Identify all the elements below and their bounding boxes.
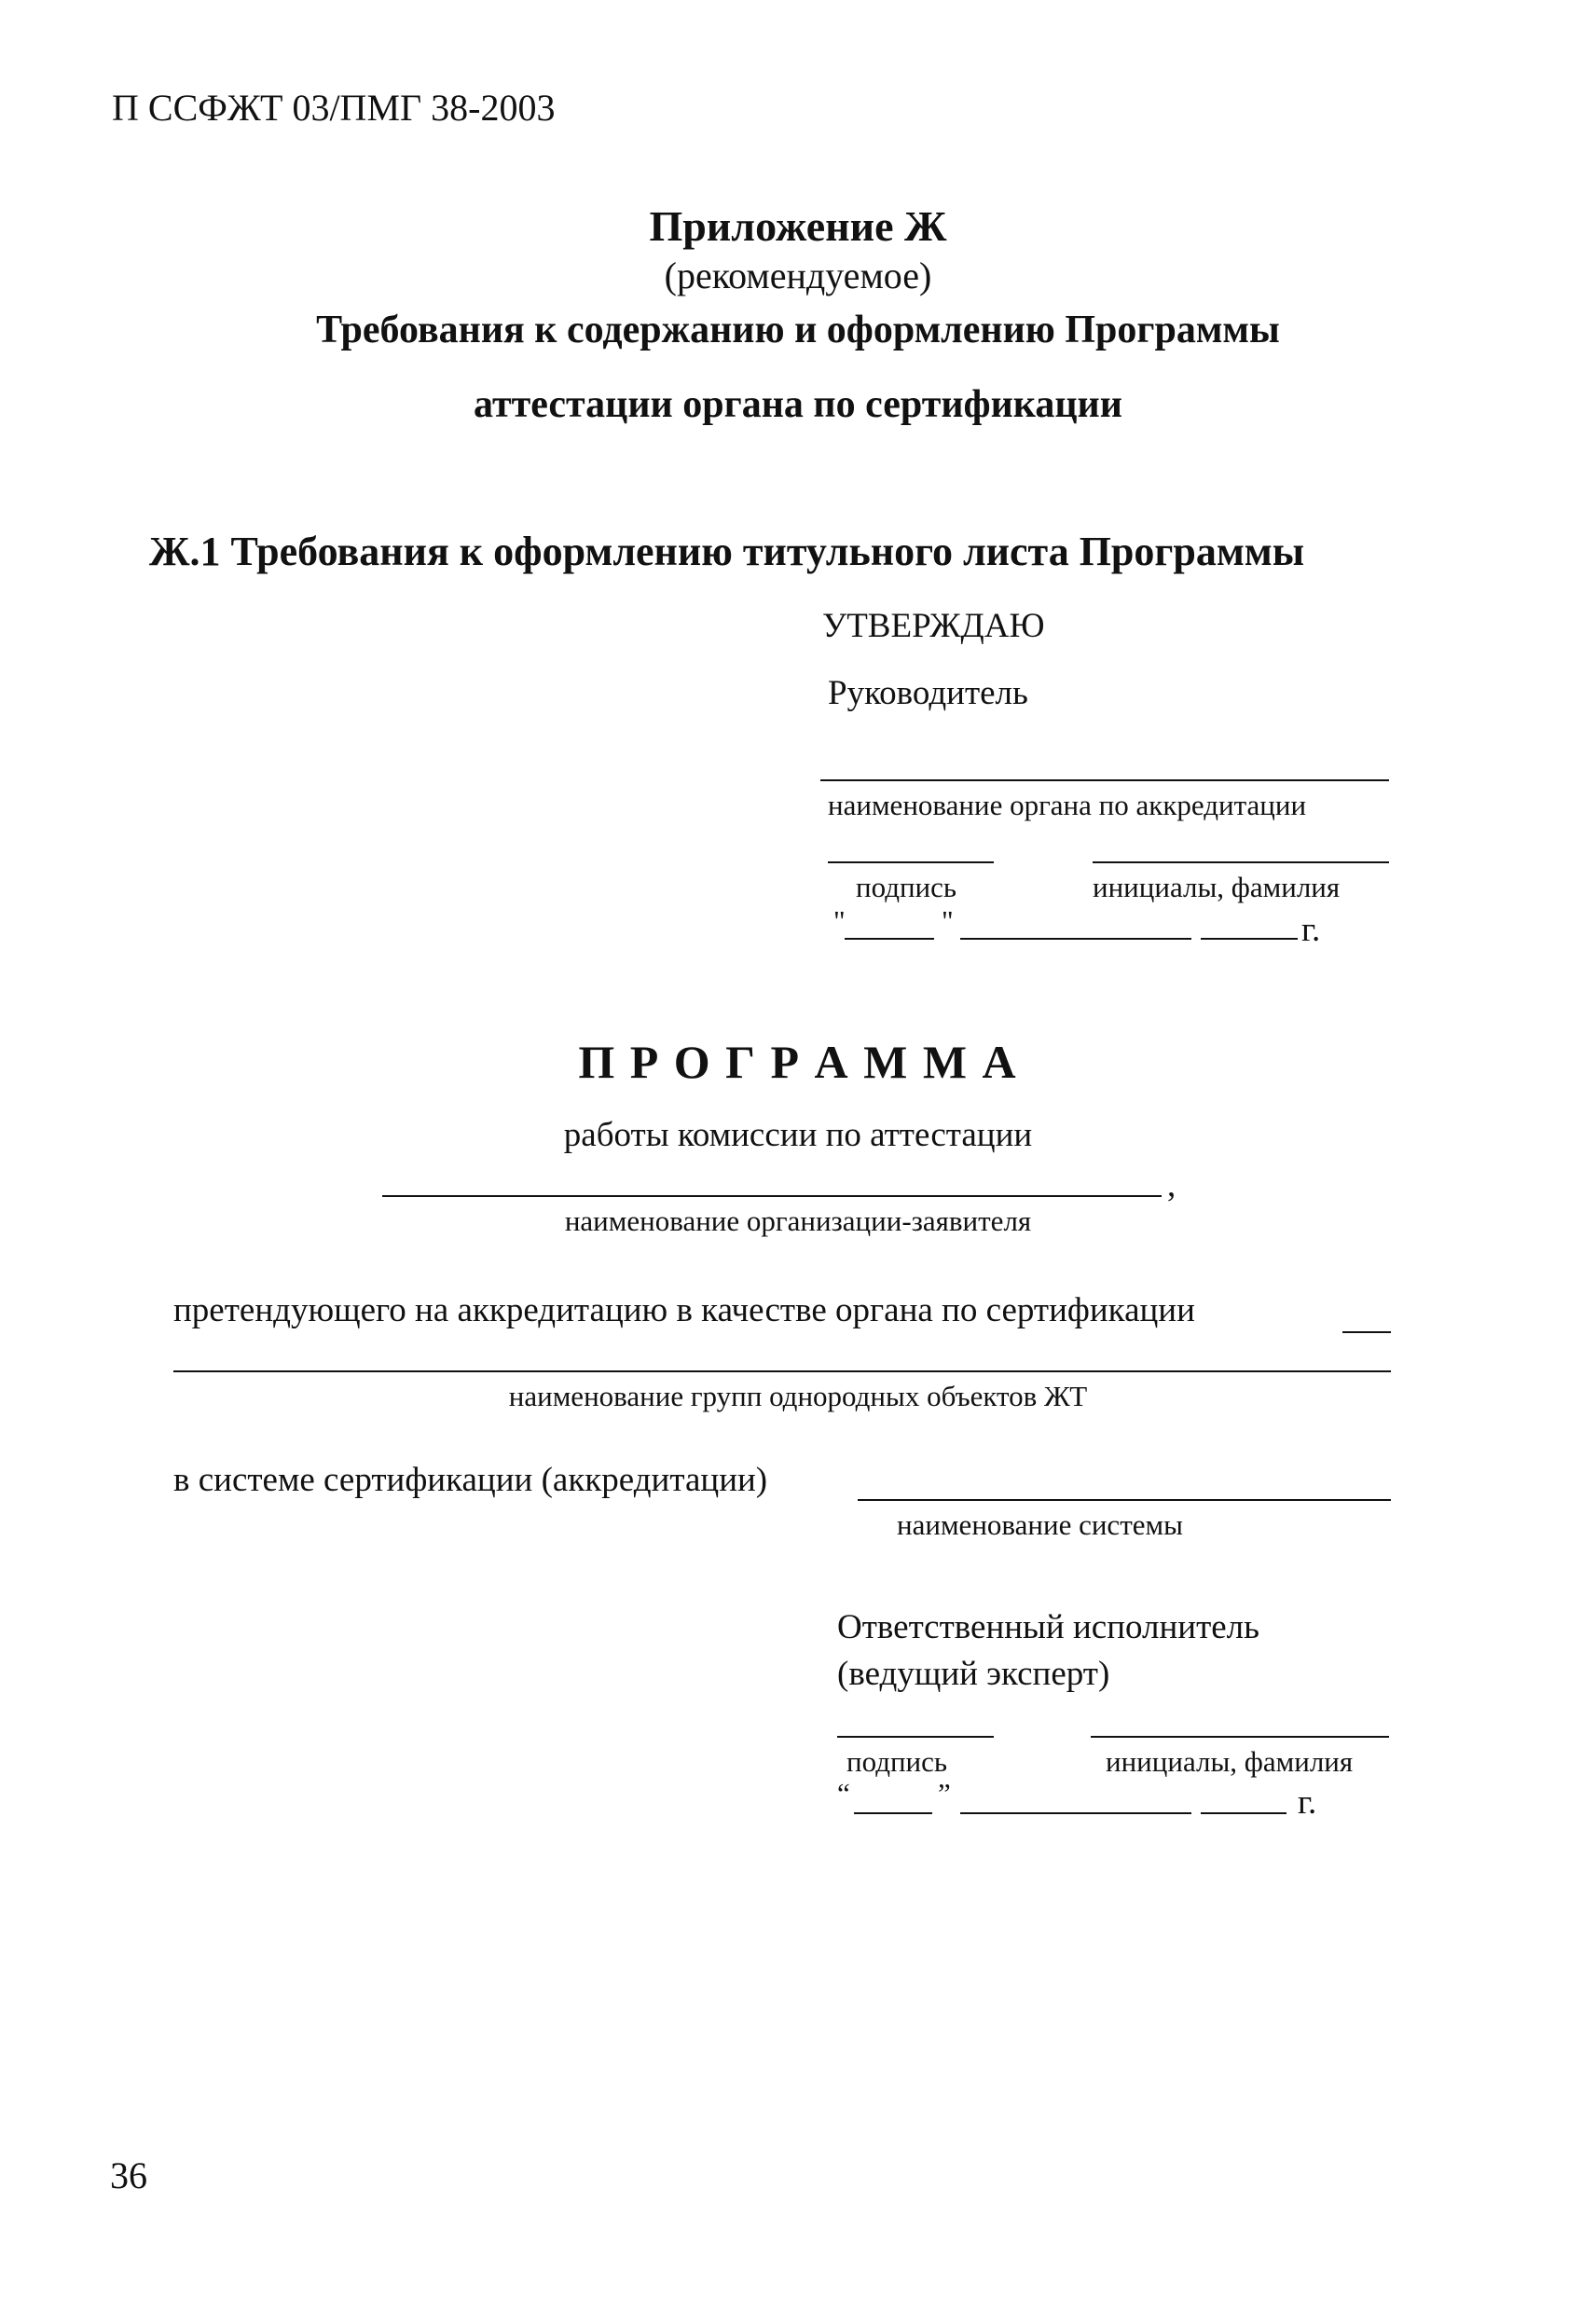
program-comma: ,	[1167, 1166, 1176, 1204]
program-system-text: в системе сертификации (аккредитации)	[173, 1461, 768, 1499]
program-org-line	[382, 1195, 1162, 1197]
executor-signature-line	[837, 1736, 994, 1738]
section-heading: Ж.1 Требования к оформлению титульного листа Программы	[149, 529, 1305, 574]
executor-title-line1: Ответственный исполнитель	[837, 1608, 1259, 1646]
executor-signature-caption: подпись	[846, 1745, 948, 1778]
approval-month-line	[960, 938, 1191, 940]
page-number: 36	[110, 2154, 147, 2196]
approval-initials-line	[1093, 861, 1389, 863]
executor-year-line	[1201, 1812, 1286, 1814]
program-line1: работы комиссии по аттестации	[563, 1116, 1033, 1154]
executor-initials-line	[1091, 1736, 1389, 1738]
program-groups-caption: наименование групп однородных объектов ЖТ	[508, 1380, 1088, 1412]
program-system-line	[858, 1499, 1391, 1501]
document-code: П ССФЖТ 03/ПМГ 38-2003	[112, 87, 556, 129]
executor-initials-caption: инициалы, фамилия	[1106, 1745, 1354, 1778]
approval-quote-close: "	[942, 904, 954, 937]
executor-quote-close: ”	[938, 1777, 951, 1810]
approval-day-line	[845, 938, 934, 940]
approval-signature-caption: подпись	[856, 871, 957, 903]
appendix-title: Приложение Ж	[649, 202, 947, 250]
program-system-caption: наименование системы	[897, 1508, 1183, 1541]
appendix-status: (рекомендуемое)	[664, 255, 932, 296]
appendix-subtitle-line1: Требования к содержанию и оформлению Программы	[316, 309, 1280, 351]
approval-role-label: Руководитель	[828, 674, 1028, 712]
executor-quote-open: “	[837, 1777, 850, 1810]
approval-signature-line	[828, 861, 994, 863]
approval-initials-caption: инициалы, фамилия	[1093, 871, 1341, 903]
executor-month-line	[960, 1812, 1191, 1814]
program-claim-short-line	[1342, 1331, 1391, 1333]
approval-quote-open: "	[833, 904, 846, 937]
program-groups-line	[173, 1370, 1391, 1372]
appendix-subtitle-line2: аттестации органа по сертификации	[474, 383, 1122, 426]
approval-year-suffix: г.	[1301, 911, 1321, 949]
approval-org-caption: наименование органа по аккредитации	[828, 789, 1307, 821]
approval-approve-label: УТВЕРЖДАЮ	[822, 607, 1045, 645]
program-org-caption: наименование организации-заявителя	[564, 1204, 1032, 1237]
approval-org-line	[820, 779, 1389, 781]
program-title: П Р О Г Р А М М А	[578, 1036, 1018, 1088]
approval-year-line	[1201, 938, 1298, 940]
executor-year-suffix: г.	[1298, 1783, 1317, 1822]
executor-title-line2: (ведущий эксперт)	[837, 1655, 1110, 1693]
executor-day-line	[854, 1812, 932, 1814]
program-claim-text: претендующего на аккредитацию в качестве органа по сертификации	[173, 1291, 1195, 1329]
